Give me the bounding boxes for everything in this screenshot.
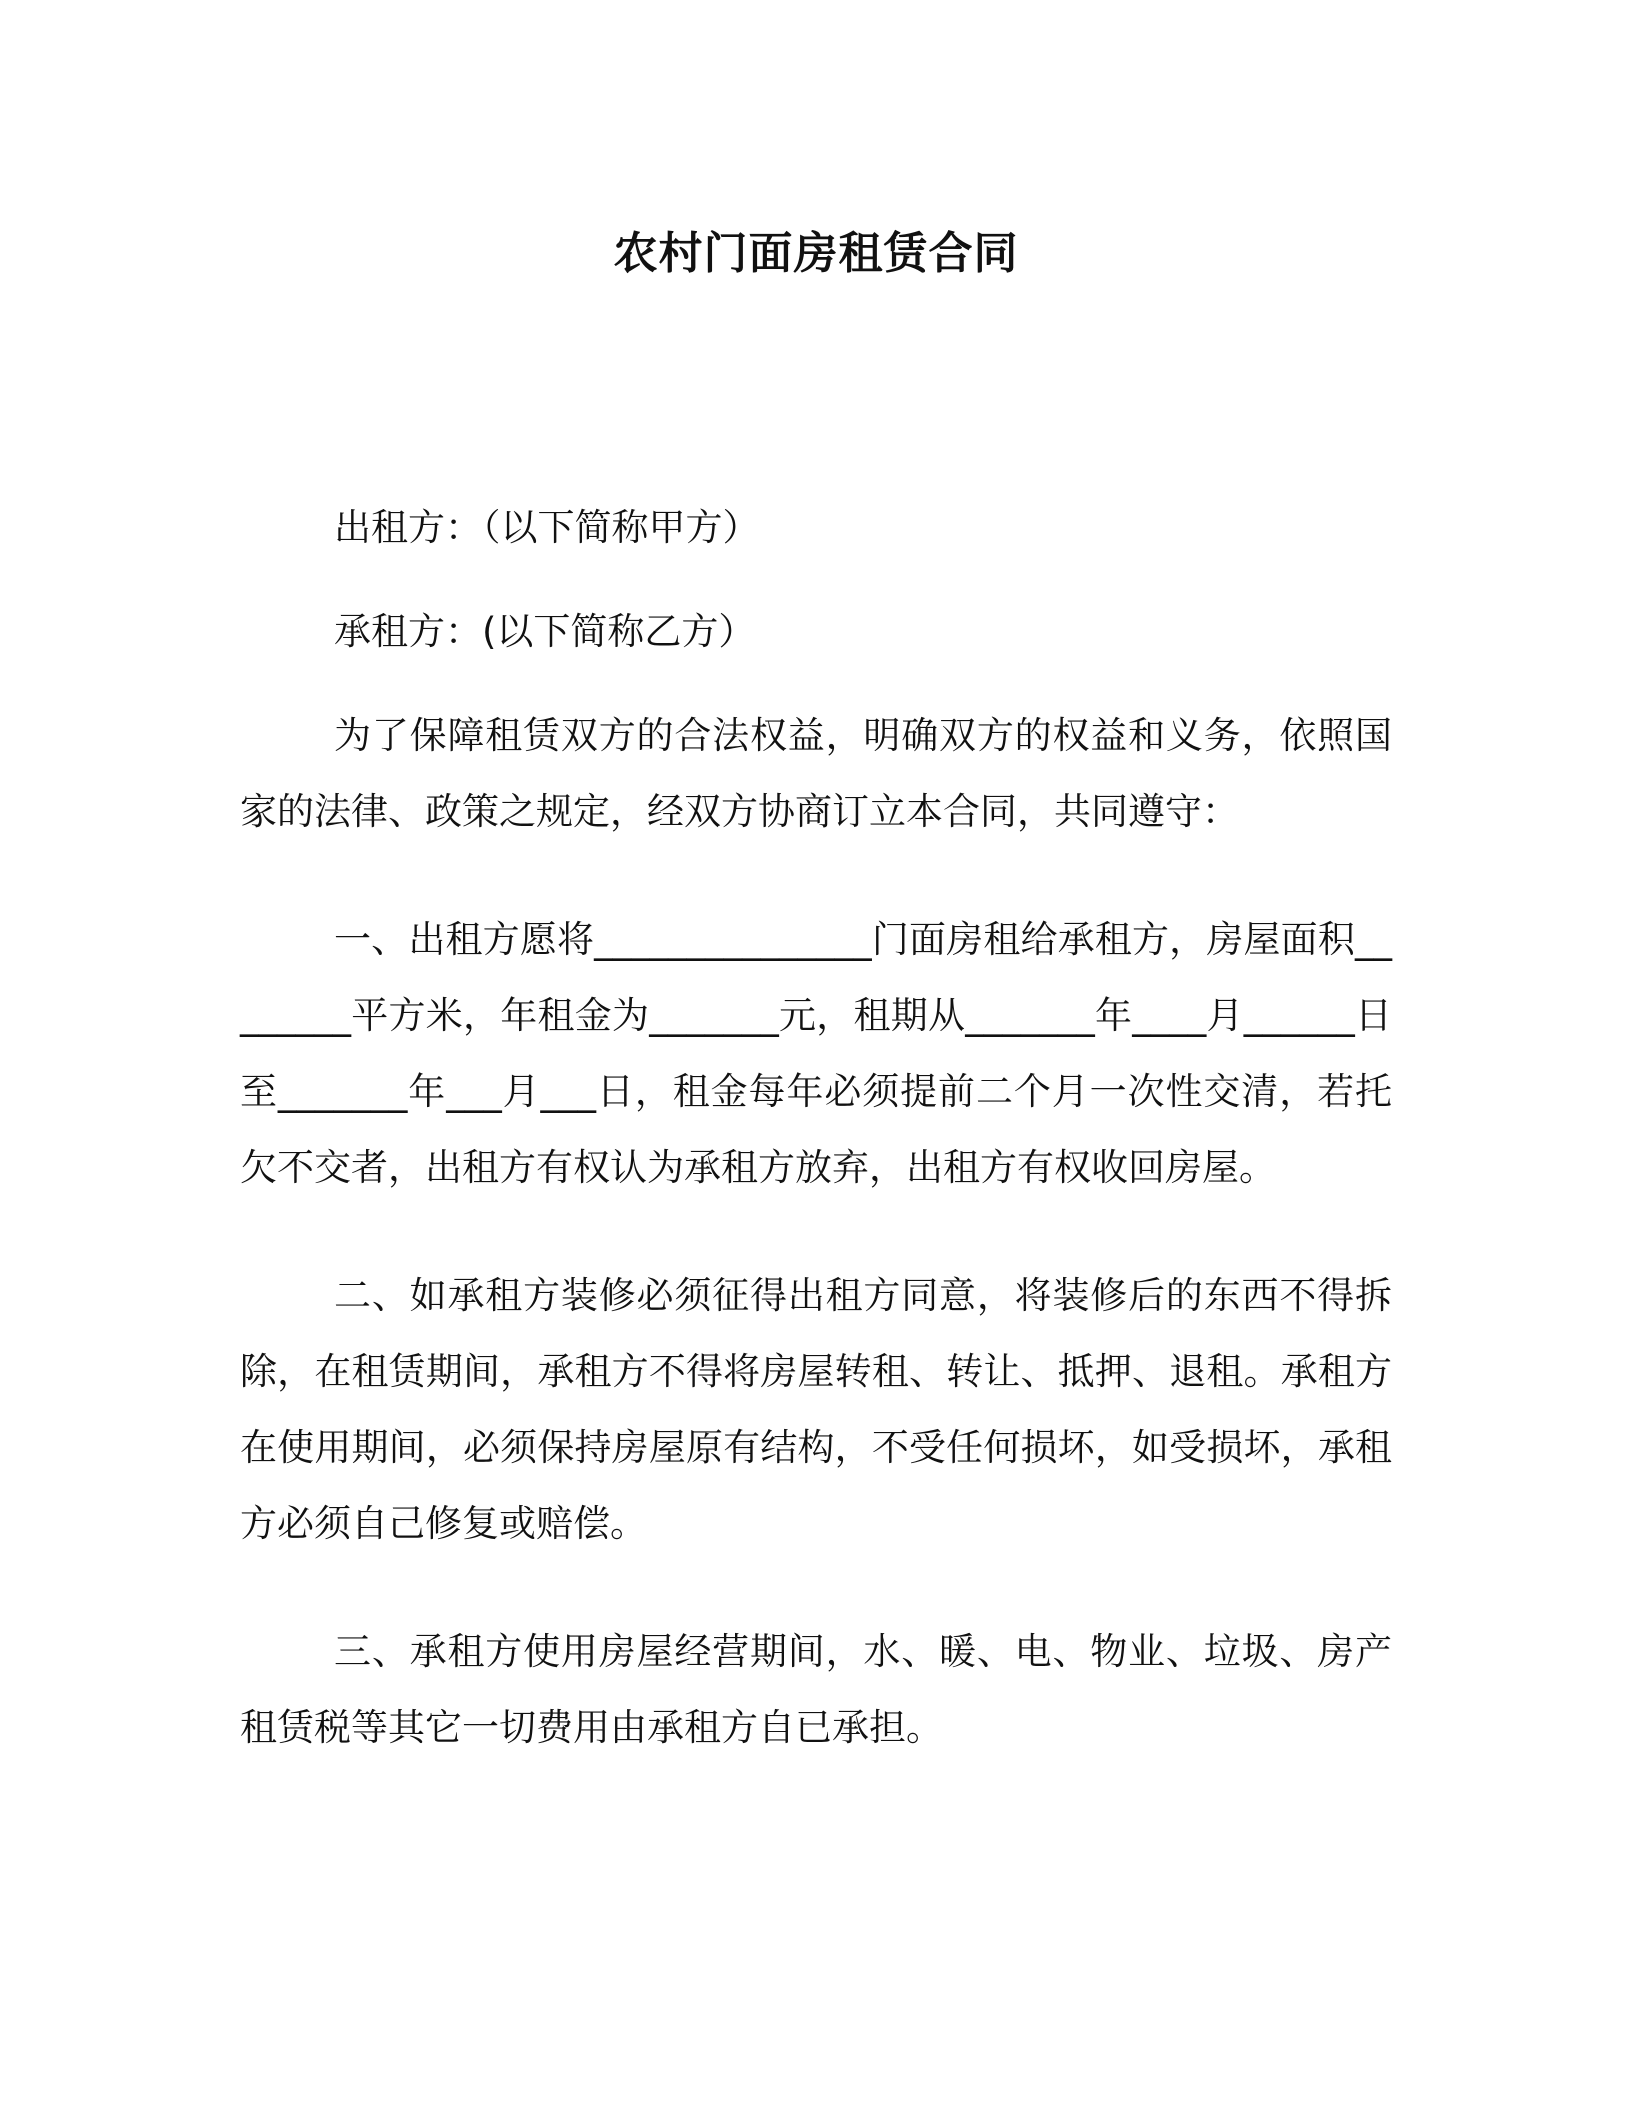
clause-3: 三、承租方使用房屋经营期间，水、暖、电、物业、垃圾、房产租赁税等其它一切费用由承租方自已承担。 <box>240 1630 1392 1749</box>
preamble-paragraph: 为了保障租赁双方的合法权益，明确双方的权益和义务，依照国家的法律、政策之规定，经双方协商订立本合同，共同遵守： <box>240 714 1392 833</box>
clause-2: 二、如承租方装修必须征得出租方同意，将装修后的东西不得拆除，在租赁期间，承租方不得将房屋转租、转让、抵押、退租。承租方在使用期间，必须保持房屋原有结构，不受任何损坏，如受损坏，承租方必须自己修复或赔偿。 <box>240 1274 1392 1545</box>
clause-1: 一、出租方愿将_______________门面房租给承租方，房屋面积________平方米，年租金为_______元，租期从_______年____月______日至_______年___月___日，租金每年必须提前二个月一次性交清，若托欠不交者，出租方有权认为承租方放弃，出租方有权收回房屋。 <box>240 918 1392 1189</box>
lessee-line: 承租方：(以下简称乙方） <box>334 610 756 653</box>
document-title: 农村门面房租赁合同 <box>613 228 1019 279</box>
document-body <box>240 490 1392 1766</box>
lessor-line: 出租方：（以下简称甲方） <box>334 506 760 549</box>
